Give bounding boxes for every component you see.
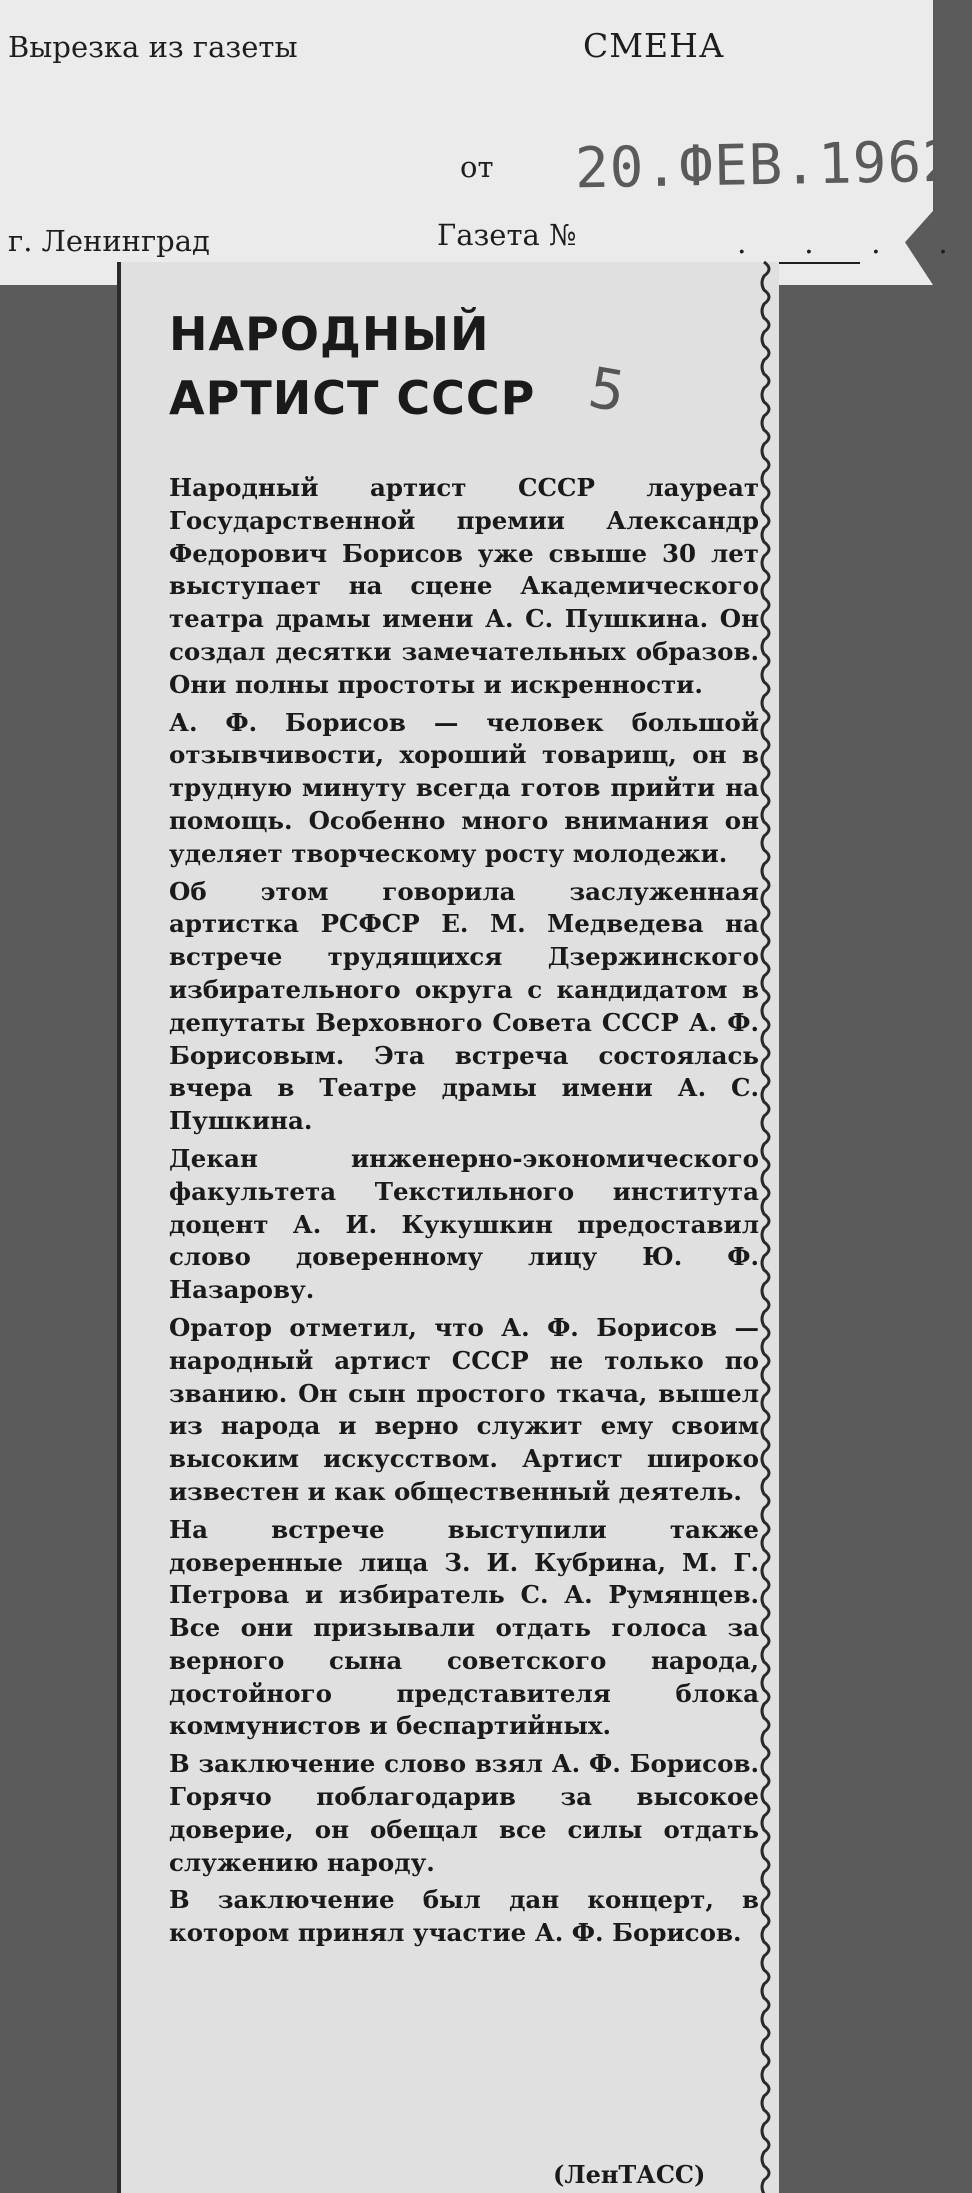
headline-line-1: НАРОДНЫЙ	[169, 307, 490, 361]
headline-line-2: АРТИСТ СССР	[169, 371, 536, 425]
article-paragraph: В заключение слово взял А. Ф. Борисов. Горячо поблагодарив за высокое доверие, он обещал все силы отдать служению народу.	[169, 1749, 759, 1877]
article-paragraph: Народный артист СССР лауреат Государственной премии Александр Федорович Борисов уже свыше 30 лет выступает на сцене Академического театра драмы имени А. С. Пушкина. Он создал десятки замечательных образов. Они полны простоты и искренности.	[169, 473, 759, 699]
date-from-label: от	[460, 150, 494, 184]
newspaper-clipping	[117, 262, 773, 2193]
article-paragraph: А. Ф. Борисов — человек большой отзывчивости, хороший товарищ, он в трудную минуту всегда готов прийти на помощь. Особенно много внимания он уделяет творческому росту молодежи.	[169, 707, 759, 868]
handwritten-mark: 5	[583, 355, 631, 426]
article-paragraph: Декан инженерно-экономического факультета Текстильного института доцент А. И. Кукушкин предоставил слово доверенному лицу Ю. Ф. Назарову.	[169, 1143, 759, 1305]
city-label: г. Ленинград	[8, 224, 210, 258]
article-paragraph: Оратор отметил, что А. Ф. Борисов — народный артист СССР не только по званию. Он сын простого ткача, вышел из народа и верно служит ему своим высоким искусством. Артист широко известен и как общественный деятель.	[169, 1312, 759, 1506]
news-agency-credit: (ЛенТАСС)	[553, 2160, 706, 2189]
article-body	[169, 472, 759, 1955]
article-paragraph: Об этом говорила заслуженная артистка РСФСР Е. М. Медведева на встрече трудящихся Дзержинского избирательного округа с кандидатом в депутаты Верховного Совета СССР А. Ф. Борисовым. Эта встреча состоялась вчера в Театре драмы имени А. С. Пушкина.	[169, 876, 759, 1136]
article-paragraph: На встрече выступили также доверенные лица З. И. Кубрина, М. Г. Петрова и избиратель С. А. Румянцев. Все они призывали отдать голоса за верного сына советского народа, достойного представителя блока коммунистов и беспартийных.	[169, 1514, 759, 1741]
article-paragraph: В заключение был дан концерт, в котором принял участие А. Ф. Борисов.	[169, 1885, 759, 1948]
source-label: Вырезка из газеты	[8, 30, 298, 64]
newspaper-name: СМЕНА	[583, 26, 725, 65]
article-headline	[169, 302, 535, 430]
date-stamp: 20.ФЕВ.1962	[574, 129, 958, 202]
issue-number-placeholder: . . . .	[737, 226, 972, 261]
issue-label: Газета №	[437, 218, 577, 252]
torn-edge	[758, 262, 778, 2193]
